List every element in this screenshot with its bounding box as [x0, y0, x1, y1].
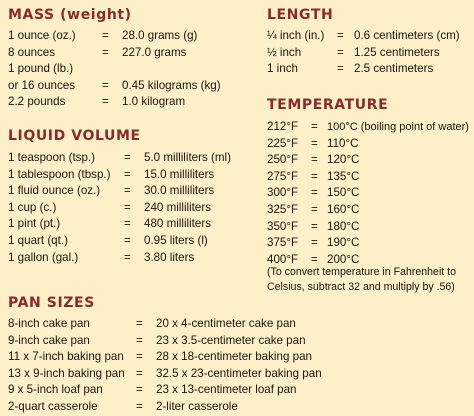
liquid-unit: 1 quart (qt.) — [8, 233, 68, 247]
celsius-value: 190°C — [327, 236, 360, 250]
temperature-equals: = — [311, 186, 318, 200]
pan-size-metric: 28 x 18-centimeter baking pan — [156, 350, 312, 364]
pan-row — [8, 399, 470, 416]
mass-heading: MASS (weight) — [8, 7, 132, 23]
temperature-equals: = — [311, 169, 318, 183]
liquid-equals: = — [124, 151, 131, 164]
mass-unit: 8 ounces — [8, 45, 56, 59]
liquid-equals: = — [124, 250, 131, 264]
temperature-equals: = — [311, 236, 318, 250]
mass-row — [8, 45, 248, 62]
liquid-row — [8, 216, 248, 233]
pan-size-metric: 23 x 3.5-centimeter cake pan — [156, 333, 306, 347]
mass-equals: = — [102, 29, 109, 42]
pan-size-metric: 32.5 x 23-centimeter baking pan — [156, 366, 322, 380]
liquid-unit: 1 cup (c.) — [8, 200, 57, 214]
fahrenheit-value: 212°F — [267, 120, 299, 133]
temperature-row — [267, 119, 472, 136]
pan-row — [8, 333, 470, 350]
length-equals: = — [337, 62, 344, 76]
pan-row — [8, 382, 470, 399]
temperature-row — [267, 235, 472, 252]
celsius-value: 200°C — [327, 252, 360, 266]
liquid-equals: = — [124, 167, 131, 181]
pan-size-metric: 20 x 4-centimeter cake pan — [156, 317, 296, 330]
liquid-row — [8, 183, 248, 200]
pan-size-inches: 11 x 7-inch baking pan — [8, 350, 124, 364]
fahrenheit-value: 225°F — [267, 136, 299, 150]
length-value: 2.5 centimeters — [354, 62, 434, 76]
liquid-row — [8, 233, 248, 250]
pan-equals: = — [136, 317, 143, 330]
pan-size-metric: 23 x 13-centimeter loaf pan — [156, 383, 297, 397]
mass-unit: 1 ounce (oz.) — [8, 29, 76, 42]
celsius-value: 180°C — [327, 219, 360, 233]
mass-value: 1.0 kilogram — [122, 95, 186, 109]
length-row — [267, 28, 472, 45]
fahrenheit-value: 325°F — [267, 202, 299, 216]
temperature-row — [267, 202, 472, 219]
pan-size-inches: 8-inch cake pan — [8, 317, 90, 330]
mass-unit: 1 pound (lb.) — [8, 62, 74, 76]
pan-sizes-table — [8, 316, 470, 416]
pan-equals: = — [136, 399, 143, 413]
celsius-value: 135°C — [327, 169, 360, 183]
pan-row — [8, 349, 470, 366]
liquid-value: 3.80 liters — [144, 250, 195, 264]
liquid-value: 0.95 liters (l) — [144, 233, 208, 247]
mass-equals: = — [102, 78, 109, 92]
pan-row — [8, 366, 470, 383]
length-equals: = — [337, 45, 344, 59]
length-equals: = — [337, 29, 344, 42]
mass-row — [8, 61, 248, 78]
liquid-value: 15.0 milliliters — [144, 167, 215, 181]
fahrenheit-value: 350°F — [267, 219, 299, 233]
temperature-note-line-1: (To convert temperature in Fahrenheit to — [267, 266, 457, 278]
pan-size-inches: 2-quart casserole — [8, 399, 98, 413]
liquid-volume-heading: LIQUID VOLUME — [8, 128, 141, 144]
temperature-equals: = — [311, 252, 318, 266]
temperature-table — [267, 119, 472, 268]
liquid-equals: = — [124, 233, 131, 247]
liquid-unit: 1 pint (pt.) — [8, 217, 61, 231]
liquid-value: 480 milliliters — [144, 217, 212, 231]
length-unit: 1 inch — [267, 62, 298, 76]
pan-size-inches: 9-inch cake pan — [8, 333, 90, 347]
celsius-value: 110°C — [327, 136, 359, 150]
temperature-note-line-2: Celsius, subtract 32 and multiply by .56) — [267, 281, 455, 293]
pan-row — [8, 316, 470, 333]
mass-row — [8, 28, 248, 45]
mass-equals: = — [102, 45, 109, 59]
fahrenheit-value: 300°F — [267, 186, 299, 200]
liquid-unit: 1 teaspoon (tsp.) — [8, 151, 96, 164]
temperature-row — [267, 185, 472, 202]
length-value: 0.6 centimeters (cm) — [354, 29, 460, 42]
mass-unit: 2.2 pounds — [8, 95, 66, 109]
liquid-row — [8, 250, 248, 267]
pan-size-inches: 9 x 5-inch loaf pan — [8, 383, 103, 397]
pan-size-metric: 2-liter casserole — [156, 399, 238, 413]
length-table — [267, 28, 472, 78]
liquid-row — [8, 167, 248, 184]
pan-equals: = — [136, 383, 143, 397]
length-value: 1.25 centimeters — [354, 45, 440, 59]
length-row — [267, 61, 472, 78]
fahrenheit-value: 250°F — [267, 153, 299, 167]
pan-sizes-heading: PAN SIZES — [8, 295, 95, 311]
length-row — [267, 45, 472, 62]
temperature-equals: = — [311, 120, 318, 133]
length-unit: ½ inch — [267, 45, 302, 59]
fahrenheit-value: 275°F — [267, 169, 299, 183]
liquid-unit: 1 gallon (gal.) — [8, 250, 79, 264]
liquid-equals: = — [124, 184, 131, 198]
temperature-row — [267, 219, 472, 236]
temperature-row — [267, 152, 472, 169]
liquid-row — [8, 200, 248, 217]
liquid-equals: = — [124, 200, 131, 214]
length-heading: LENGTH — [267, 7, 334, 23]
liquid-equals: = — [124, 217, 131, 231]
liquid-row — [8, 150, 248, 167]
fahrenheit-value: 375°F — [267, 236, 299, 250]
liquid-value: 30.0 milliliters — [144, 184, 215, 198]
fahrenheit-value: 400°F — [267, 252, 299, 266]
pan-equals: = — [136, 350, 143, 364]
temperature-equals: = — [311, 153, 318, 167]
temperature-row — [267, 169, 472, 186]
celsius-value: 120°C — [327, 153, 360, 167]
liquid-volume-table — [8, 150, 248, 266]
pan-size-inches: 13 x 9-inch baking pan — [8, 366, 125, 380]
liquid-value: 5.0 milliliters (ml) — [144, 151, 231, 164]
liquid-unit: 1 tablespoon (tbsp.) — [8, 167, 111, 181]
pan-equals: = — [136, 333, 143, 347]
mass-row — [8, 78, 248, 95]
temperature-heading: TEMPERATURE — [267, 97, 389, 113]
liquid-value: 240 milliliters — [144, 200, 212, 214]
celsius-value: 150°C — [327, 186, 360, 200]
temperature-equals: = — [311, 136, 318, 150]
pan-equals: = — [136, 366, 143, 380]
temperature-equals: = — [311, 202, 318, 216]
mass-value: 0.45 kilograms (kg) — [122, 78, 221, 92]
temperature-row — [267, 136, 472, 153]
mass-row — [8, 94, 248, 111]
temperature-equals: = — [311, 219, 318, 233]
mass-unit: or 16 ounces — [8, 78, 76, 92]
mass-value: 28.0 grams (g) — [122, 29, 198, 42]
length-unit: ¼ inch (in.) — [267, 29, 325, 42]
celsius-value: 100°C (boiling point of water) — [327, 121, 469, 133]
mass-table — [8, 28, 248, 111]
celsius-value: 160°C — [327, 202, 360, 216]
mass-equals: = — [102, 95, 109, 109]
mass-value: 227.0 grams — [122, 45, 187, 59]
liquid-unit: 1 fluid ounce (oz.) — [8, 184, 101, 198]
